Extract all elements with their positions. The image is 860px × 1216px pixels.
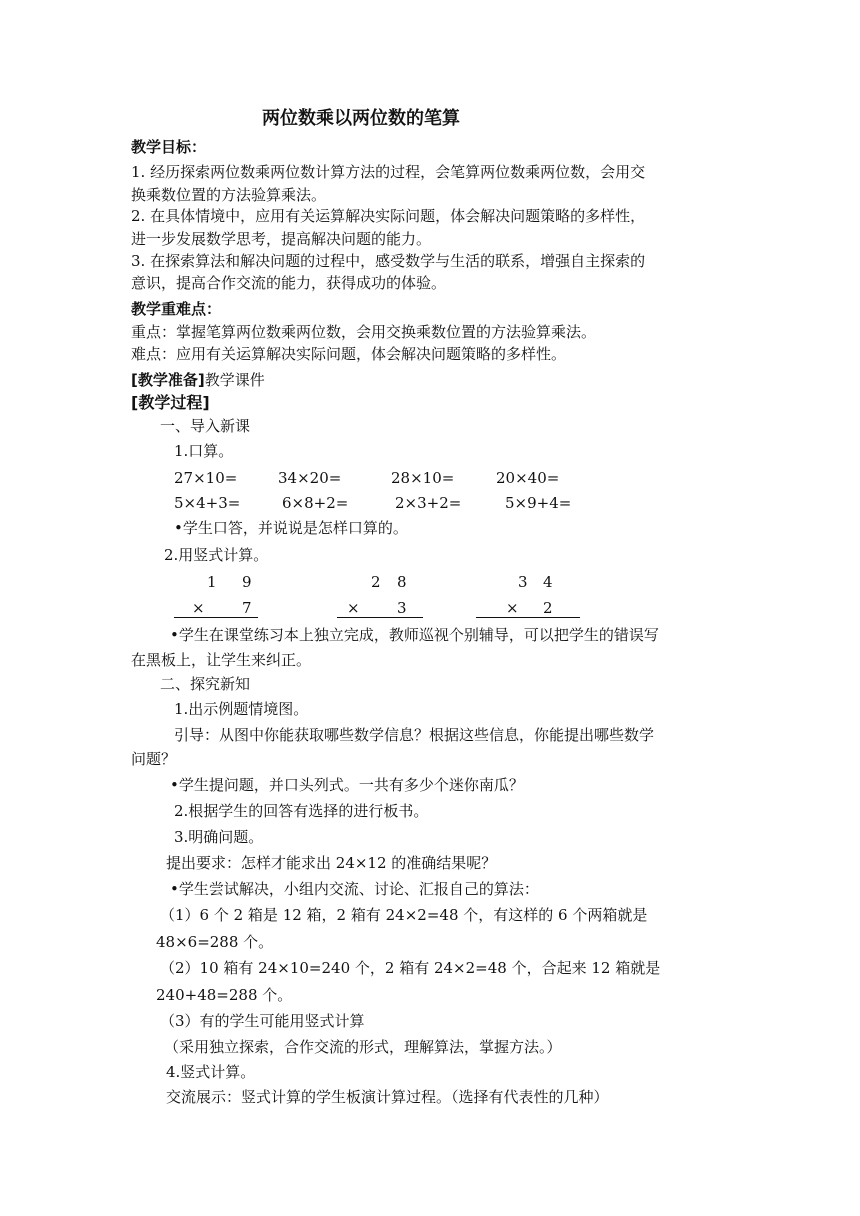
oral-item: 27×10= [174, 469, 238, 487]
vertical-title: 2.用竖式计算。 [164, 546, 269, 564]
vertical-rule [174, 617, 258, 618]
objective-line: 意识，提高合作交流的能力，获得成功的体验。 [131, 274, 447, 292]
explore-title: 二、探究新知 [160, 675, 251, 693]
prep-text: 教学课件 [204, 371, 265, 389]
process-label: [教学过程] [131, 393, 210, 412]
key-points-heading: 教学重难点： [131, 300, 222, 318]
vertical-rule [476, 617, 580, 618]
oral-title: 1.口算。 [174, 442, 234, 460]
step-4: 4.竖式计算。 [166, 1063, 256, 1081]
vertical-rule [337, 617, 423, 618]
vertical-digit: 9 [242, 573, 252, 591]
exchange-text: 交流展示：竖式计算的学生板演计算过程。（选择有代表性的几种） [166, 1088, 609, 1106]
oral-item: 28×10= [391, 469, 455, 487]
requirement: 提出要求：怎样才能求出 24×12 的准确结果呢？ [166, 854, 497, 872]
objective-line: 3. 在探索算法和解决问题的过程中，感受数学与生活的联系，增强自主探索的 [131, 252, 646, 270]
method-2: 240+48=288 个。 [156, 986, 293, 1004]
intro-title: 一、导入新课 [160, 417, 251, 435]
vertical-note: 在黑板上，让学生来纠正。 [131, 651, 312, 669]
difficulty-text: 难点：应用有关运算解决实际问题，体会解决问题策略的多样性。 [131, 345, 567, 363]
oral-item: 20×40= [496, 469, 560, 487]
oral-note: •学生口答，并说说是怎样口算的。 [174, 519, 408, 537]
method-2: （2）10 箱有 24×10=240 个，2 箱有 24×2=48 个，合起来 12 箱就是 [160, 959, 661, 977]
vertical-multiplier: 3 [397, 599, 407, 617]
method-3: （3）有的学生可能用竖式计算 [160, 1012, 365, 1030]
oral-item: 2×3+2= [395, 494, 462, 512]
oral-item: 34×20= [278, 469, 342, 487]
objective-line: 1. 经历探索两位数乘两位数计算方法的过程，会笔算两位数乘两位数，会用交 [131, 163, 646, 181]
vertical-digit: 2 [371, 573, 381, 591]
method-1: 48×6=288 个。 [156, 933, 274, 951]
method-1: （1）6 个 2 箱是 12 箱，2 箱有 24×2=48 个，有这样的 6 个两箱就是 [160, 906, 648, 924]
vertical-operator: × [506, 599, 519, 617]
vertical-operator: × [347, 599, 360, 617]
prep-label: [教学准备] [131, 371, 205, 389]
vertical-note: •学生在课堂练习本上独立完成，教师巡视个别辅导，可以把学生的错误写 [170, 626, 659, 644]
try-text: •学生尝试解决，小组内交流、讨论、汇报自己的算法： [170, 880, 539, 898]
objective-line: 进一步发展数学思考，提高解决问题的能力。 [131, 230, 432, 248]
vertical-digit: 1 [207, 573, 217, 591]
prep-line [131, 370, 265, 390]
objective-line: 换乘数位置的方法验算乘法。 [131, 186, 327, 204]
step-3: 3.明确问题。 [174, 828, 264, 846]
step-2: 2.根据学生的回答有选择的进行板书。 [174, 802, 429, 820]
objectives-heading: 教学目标： [131, 138, 207, 156]
vertical-digit: 4 [543, 573, 553, 591]
vertical-multiplier: 2 [543, 599, 553, 617]
vertical-multiplier: 7 [242, 599, 252, 617]
student-question: •学生提问题，并口头列式。一共有多少个迷你南瓜？ [170, 776, 524, 794]
vertical-digit: 3 [518, 573, 528, 591]
step-1: 1.出示例题情境图。 [174, 700, 309, 718]
objective-line: 2. 在具体情境中，应用有关运算解决实际问题，体会解决问题策略的多样性， [131, 207, 646, 225]
oral-item: 5×4+3= [174, 494, 241, 512]
guide-text: 问题？ [131, 750, 177, 768]
focus-text: 重点：掌握笔算两位数乘两位数，会用交换乘数位置的方法验算乘法。 [131, 323, 597, 341]
page-title: 两位数乘以两位数的笔算 [262, 108, 460, 129]
oral-item: 5×9+4= [505, 494, 572, 512]
oral-item: 6×8+2= [282, 494, 349, 512]
guide-text: 引导：从图中你能获取哪些数学信息？根据这些信息，你能提出哪些数学 [174, 726, 655, 744]
vertical-digit: 8 [397, 573, 407, 591]
method-3-note: （采用独立探索，合作交流的形式，理解算法，掌握方法。） [164, 1038, 562, 1056]
vertical-operator: × [192, 599, 205, 617]
